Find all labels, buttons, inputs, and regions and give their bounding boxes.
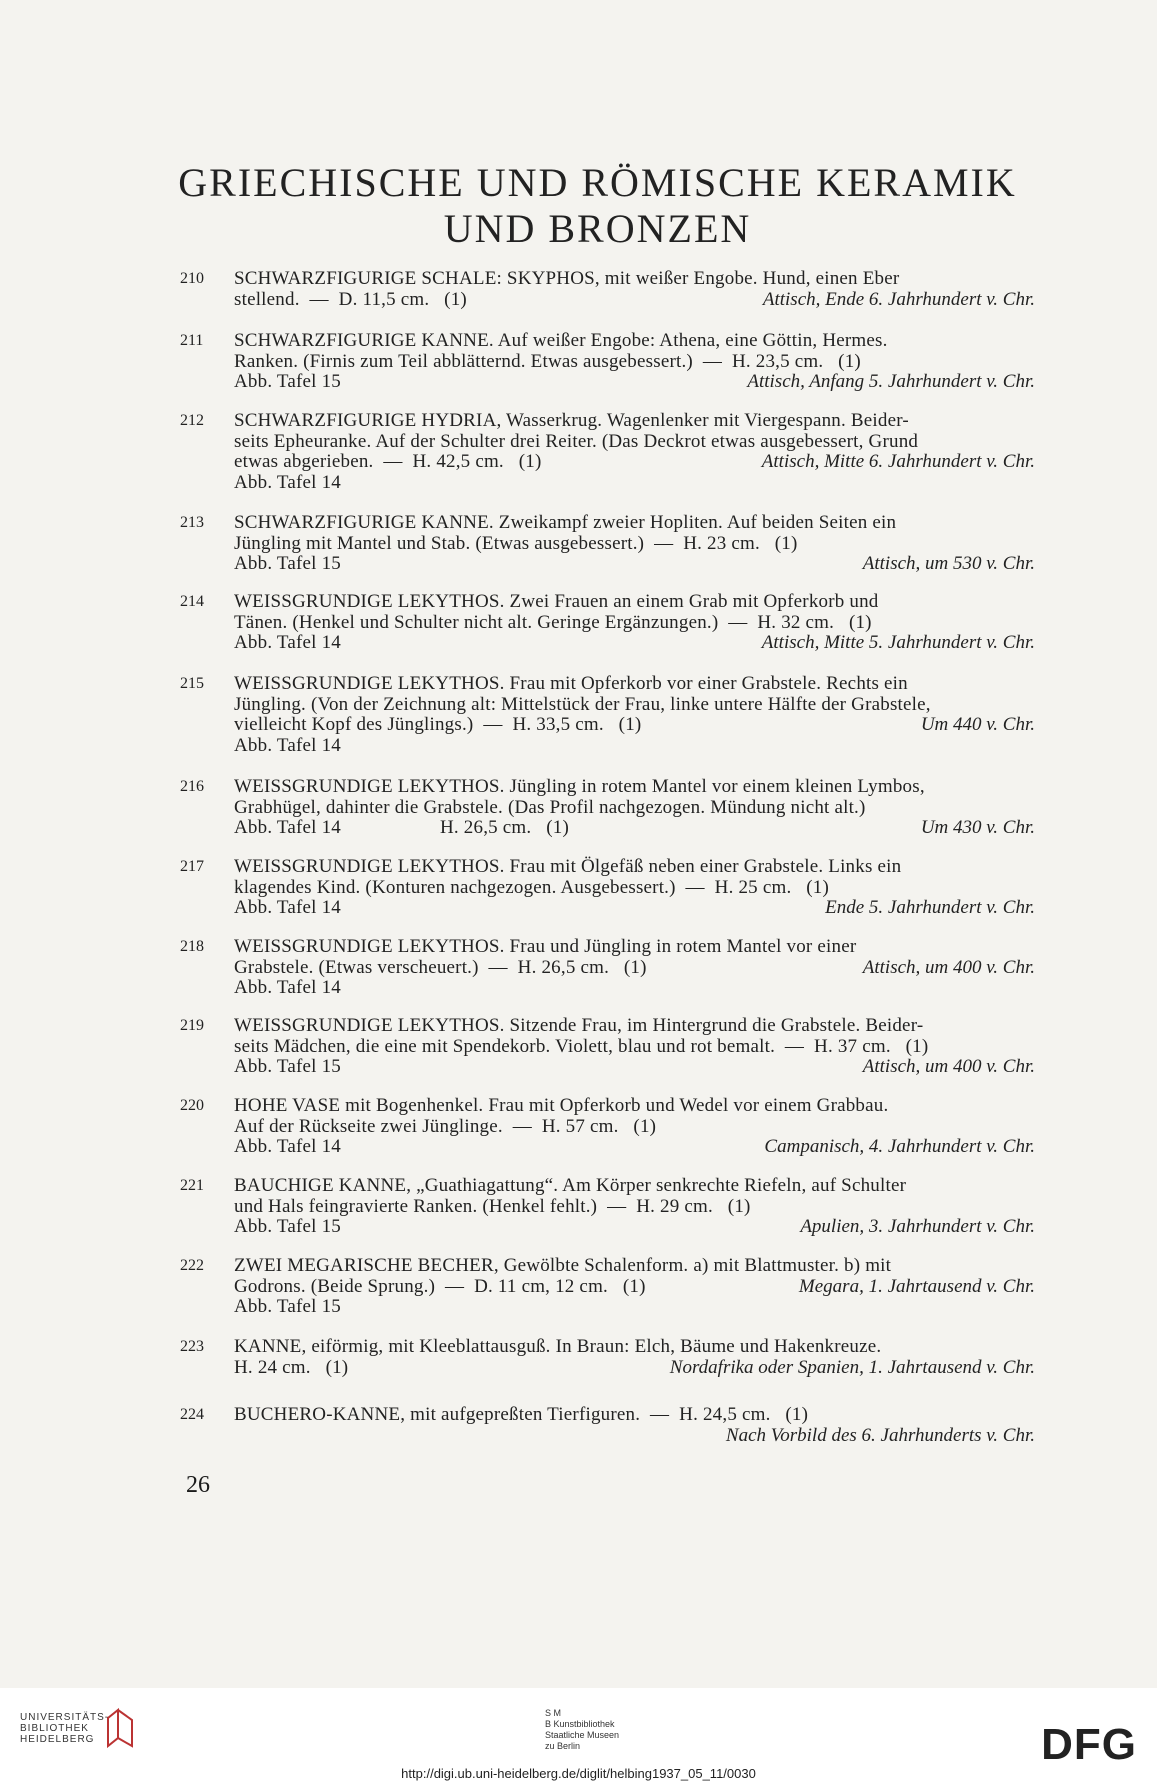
entry-text: Abb. Tafel 14 bbox=[234, 897, 341, 918]
entry-line bbox=[234, 592, 1035, 613]
entry-text: H. 24 cm. (1) bbox=[234, 1356, 349, 1378]
dfg-logo: DFG bbox=[1041, 1720, 1137, 1769]
entry-origin: Um 440 v. Chr. bbox=[920, 714, 1035, 735]
catalog-entry bbox=[180, 411, 1035, 493]
catalog-entry bbox=[180, 1016, 1035, 1078]
catalog-entry bbox=[180, 1337, 1035, 1378]
entry-line bbox=[234, 554, 1035, 575]
entry-text: vielleicht Kopf des Jünglings.) — H. 33,5 cm. (1) bbox=[234, 714, 642, 735]
entry-text: Abb. Tafel 15 bbox=[234, 1056, 341, 1077]
entry-line bbox=[234, 674, 1035, 695]
entry-line bbox=[234, 613, 1035, 634]
entry-text: BAUCHIGE KANNE, „Guathiagattung“. Am Körper senkrechte Riefeln, auf Schulter bbox=[234, 1175, 907, 1196]
entry-text: SCHWARZFIGURIGE HYDRIA, Wasserkrug. Wagenlenker mit Viergespann. Beider- bbox=[234, 410, 909, 431]
entry-body bbox=[234, 1016, 1035, 1078]
entry-number: 224 bbox=[180, 1406, 204, 1423]
catalog-entry bbox=[180, 513, 1035, 575]
entry-body bbox=[234, 1096, 1035, 1158]
entry-text: stellend. — D. 11,5 cm. (1) bbox=[234, 288, 467, 310]
entry-line bbox=[234, 513, 1035, 534]
entry-text: klagendes Kind. (Konturen nachgezogen. Ausgebessert.) — H. 25 cm. (1) bbox=[234, 876, 829, 898]
entry-body bbox=[234, 777, 1035, 839]
catalog-entry bbox=[180, 1176, 1035, 1238]
entry-text: Abb. Tafel 14 bbox=[234, 1136, 341, 1157]
entry-line bbox=[234, 1037, 1035, 1058]
entry-text: Ranken. (Firnis zum Teil abblätternd. Etwas ausgebessert.) — H. 23,5 cm. (1) bbox=[234, 350, 861, 372]
entry-body bbox=[234, 411, 1035, 493]
entry-line bbox=[234, 1117, 1035, 1138]
entry-line bbox=[234, 1297, 1035, 1318]
entry-text: BUCHERO-KANNE, mit aufgepreßten Tierfiguren. — H. 24,5 cm. (1) bbox=[234, 1404, 809, 1425]
entry-body bbox=[234, 1176, 1035, 1238]
entry-number: 212 bbox=[180, 412, 204, 429]
entry-number: 213 bbox=[180, 514, 204, 531]
entry-line bbox=[234, 978, 1035, 999]
catalog-entry bbox=[180, 674, 1035, 756]
entry-line bbox=[234, 1016, 1035, 1037]
entry-number: 218 bbox=[180, 938, 204, 955]
entry-text: Abb. Tafel 14 bbox=[234, 977, 341, 998]
entry-line bbox=[234, 878, 1035, 899]
library-logo-line-3: HEIDELBERG bbox=[20, 1734, 95, 1745]
entry-origin: Attisch, um 400 v. Chr. bbox=[862, 1056, 1035, 1077]
catalog-entry bbox=[180, 592, 1035, 654]
entry-line bbox=[234, 633, 1035, 654]
entry-body bbox=[234, 1405, 1035, 1446]
entry-body bbox=[234, 331, 1035, 393]
catalog-entry bbox=[180, 937, 1035, 999]
entry-origin: Attisch, Ende 6. Jahrhundert v. Chr. bbox=[762, 288, 1035, 310]
entry-body bbox=[234, 937, 1035, 999]
entry-text: Tänen. (Henkel und Schulter nicht alt. Geringe Ergänzungen.) — H. 32 cm. (1) bbox=[234, 611, 872, 633]
entry-line bbox=[234, 937, 1035, 958]
entry-text: Grabstele. (Etwas verscheuert.) — H. 26,5 cm. (1) bbox=[234, 956, 647, 978]
entry-text: Abb. Tafel 15 bbox=[234, 1216, 341, 1237]
entry-line bbox=[234, 695, 1035, 716]
entry-line bbox=[234, 1337, 1035, 1358]
entry-origin: Attisch, Mitte 6. Jahrhundert v. Chr. bbox=[761, 451, 1035, 472]
entry-number: 215 bbox=[180, 675, 204, 692]
entry-line bbox=[234, 1197, 1035, 1218]
source-url[interactable]: http://digi.ub.uni-heidelberg.de/diglit/helbing1937_05_11/0030 bbox=[401, 1766, 756, 1781]
entry-text: Abb. Tafel 15 bbox=[234, 1296, 341, 1317]
library-logo-line-1: UNIVERSITÄTS- bbox=[20, 1712, 110, 1723]
entry-body bbox=[234, 592, 1035, 654]
entry-number: 219 bbox=[180, 1017, 204, 1034]
entry-number: 222 bbox=[180, 1257, 204, 1274]
library-logo bbox=[20, 1712, 109, 1745]
entry-number: 214 bbox=[180, 593, 204, 610]
entry-line bbox=[234, 269, 1035, 290]
entry-body bbox=[234, 674, 1035, 756]
entry-line bbox=[234, 372, 1035, 393]
catalog-entry bbox=[180, 269, 1035, 310]
page-number: 26 bbox=[186, 1472, 210, 1498]
entry-line bbox=[234, 1277, 1035, 1298]
entry-line bbox=[234, 958, 1035, 979]
entry-line bbox=[234, 818, 1035, 839]
entry-number: 221 bbox=[180, 1177, 204, 1194]
entry-text: etwas abgerieben. — H. 42,5 cm. (1) bbox=[234, 451, 542, 472]
stamp-line-2: B Kunstbibliothek bbox=[545, 1719, 615, 1729]
entry-number: 216 bbox=[180, 778, 204, 795]
catalog-entry bbox=[180, 331, 1035, 393]
entry-text: Auf der Rückseite zwei Jünglinge. — H. 57 cm. (1) bbox=[234, 1115, 657, 1137]
entry-text: Abb. Tafel 14 bbox=[234, 632, 341, 653]
entry-text: SCHWARZFIGURIGE KANNE. Auf weißer Engobe: Athena, eine Göttin, Hermes. bbox=[234, 330, 888, 351]
entry-line bbox=[234, 715, 1035, 736]
entry-line bbox=[234, 1096, 1035, 1117]
entry-line bbox=[234, 534, 1035, 555]
entry-line bbox=[234, 1426, 1035, 1447]
entry-text: SCHWARZFIGURIGE KANNE. Zweikampf zweier Hopliten. Auf beiden Seiten ein bbox=[234, 512, 897, 533]
entry-text: Grabhügel, dahinter die Grabstele. (Das Profil nachgezogen. Mündung nicht alt.) bbox=[234, 796, 866, 818]
entry-origin: Megara, 1. Jahrtausend v. Chr. bbox=[798, 1275, 1035, 1297]
entry-origin: Attisch, Anfang 5. Jahrhundert v. Chr. bbox=[747, 371, 1035, 392]
entry-text: WEISSGRUNDIGE LEKYTHOS. Jüngling in rotem Mantel vor einem kleinen Lymbos, bbox=[234, 776, 925, 797]
entry-text: WEISSGRUNDIGE LEKYTHOS. Frau mit Ölgefäß neben einer Grabstele. Links ein bbox=[234, 856, 902, 877]
title-line-2: UND BRONZEN bbox=[443, 206, 752, 251]
entry-line bbox=[234, 898, 1035, 919]
entry-text: seits Epheuranke. Auf der Schulter drei Reiter. (Das Deckrot etwas ausgebessert, Grund bbox=[234, 430, 919, 452]
entry-number: 211 bbox=[180, 332, 204, 349]
entry-line bbox=[234, 352, 1035, 373]
entry-line bbox=[234, 411, 1035, 432]
catalog-entry bbox=[180, 857, 1035, 919]
entry-text: Godrons. (Beide Sprung.) — D. 11 cm, 12 cm. (1) bbox=[234, 1275, 646, 1297]
library-mark-icon bbox=[104, 1706, 138, 1750]
entry-line bbox=[234, 736, 1035, 757]
entry-body bbox=[234, 857, 1035, 919]
entry-origin: Um 430 v. Chr. bbox=[920, 817, 1035, 838]
catalog-entry bbox=[180, 1096, 1035, 1158]
entry-text: Abb. Tafel 15 bbox=[234, 553, 341, 574]
entry-line bbox=[234, 452, 1035, 473]
entry-line bbox=[234, 1176, 1035, 1197]
entry-text: WEISSGRUNDIGE LEKYTHOS. Zwei Frauen an einem Grab mit Opferkorb und bbox=[234, 591, 879, 612]
entry-line bbox=[234, 331, 1035, 352]
entry-line bbox=[234, 1256, 1035, 1277]
entry-body bbox=[234, 513, 1035, 575]
stamp-line-3: Staatliche Museen bbox=[545, 1730, 620, 1740]
entry-text: HOHE VASE mit Bogenhenkel. Frau mit Opferkorb und Wedel vor einem Grabbau. bbox=[234, 1095, 889, 1116]
stamp-line-4: zu Berlin bbox=[545, 1741, 581, 1751]
entry-text: WEISSGRUNDIGE LEKYTHOS. Frau mit Opferkorb vor einer Grabstele. Rechts ein bbox=[234, 673, 908, 694]
entry-text: seits Mädchen, die eine mit Spendekorb. Violett, blau und rot bemalt. — H. 37 cm. (1) bbox=[234, 1035, 929, 1057]
entry-number: 220 bbox=[180, 1097, 204, 1114]
entry-text: SCHWARZFIGURIGE SCHALE: SKYPHOS, mit weißer Engobe. Hund, einen Eber bbox=[234, 268, 900, 289]
entry-text: KANNE, eiförmig, mit Kleeblattausguß. In Braun: Elch, Bäume und Hakenkreuze. bbox=[234, 1336, 882, 1357]
entry-origin: Ende 5. Jahrhundert v. Chr. bbox=[825, 897, 1035, 918]
entry-origin: Attisch, um 400 v. Chr. bbox=[862, 956, 1035, 978]
entry-origin: Nach Vorbild des 6. Jahrhunderts v. Chr. bbox=[725, 1424, 1035, 1446]
entry-number: 210 bbox=[180, 270, 204, 287]
entry-body bbox=[234, 1256, 1035, 1318]
entry-line bbox=[234, 290, 1035, 311]
catalog-entry bbox=[180, 777, 1035, 839]
entry-line bbox=[234, 1405, 1035, 1426]
entry-text: WEISSGRUNDIGE LEKYTHOS. Sitzende Frau, im Hintergrund die Grabstele. Beider- bbox=[234, 1015, 924, 1036]
entry-line bbox=[234, 777, 1035, 798]
entry-line bbox=[234, 857, 1035, 878]
entry-line bbox=[234, 432, 1035, 453]
entry-origin: Campanisch, 4. Jahrhundert v. Chr. bbox=[764, 1136, 1035, 1157]
entry-number: 223 bbox=[180, 1338, 204, 1355]
catalog-entry bbox=[180, 1256, 1035, 1318]
entry-number: 217 bbox=[180, 858, 204, 875]
entry-line bbox=[234, 473, 1035, 494]
entry-line bbox=[234, 1358, 1035, 1379]
entry-body bbox=[234, 269, 1035, 310]
museum-stamp bbox=[545, 1708, 619, 1752]
page-title bbox=[150, 160, 1045, 252]
entry-text: Abb. Tafel 14 H. 26,5 cm. (1) bbox=[234, 817, 569, 838]
entry-origin: Attisch, Mitte 5. Jahrhundert v. Chr. bbox=[761, 632, 1035, 653]
entry-text: Abb. Tafel 14 bbox=[234, 734, 341, 756]
entry-origin: Nordafrika oder Spanien, 1. Jahrtausend v. Chr. bbox=[669, 1356, 1035, 1378]
entry-line bbox=[234, 1057, 1035, 1078]
catalog-entry bbox=[180, 1405, 1035, 1446]
entry-body bbox=[234, 1337, 1035, 1378]
entry-text: WEISSGRUNDIGE LEKYTHOS. Frau und Jüngling in rotem Mantel vor einer bbox=[234, 936, 857, 957]
library-logo-line-2: BIBLIOTHEK bbox=[20, 1723, 89, 1734]
entry-line bbox=[234, 798, 1035, 819]
entry-text: Abb. Tafel 15 bbox=[234, 371, 341, 392]
entry-text: und Hals feingravierte Ranken. (Henkel fehlt.) — H. 29 cm. (1) bbox=[234, 1195, 751, 1217]
entry-text: Jüngling. (Von der Zeichnung alt: Mittelstück der Frau, linke untere Hälfte der Grabstele, bbox=[234, 693, 931, 715]
entry-origin: Attisch, um 530 v. Chr. bbox=[862, 553, 1035, 574]
entry-line bbox=[234, 1137, 1035, 1158]
entry-text: ZWEI MEGARISCHE BECHER, Gewölbte Schalenform. a) mit Blattmuster. b) mit bbox=[234, 1255, 892, 1276]
entry-text: Jüngling mit Mantel und Stab. (Etwas ausgebessert.) — H. 23 cm. (1) bbox=[234, 532, 798, 554]
footer-bar bbox=[0, 1688, 1157, 1784]
title-line-1: GRIECHISCHE UND RÖMISCHE KERAMIK bbox=[178, 160, 1017, 205]
entry-origin: Apulien, 3. Jahrhundert v. Chr. bbox=[800, 1216, 1035, 1237]
stamp-line-1: S M bbox=[545, 1708, 562, 1718]
entry-text: Abb. Tafel 14 bbox=[234, 471, 341, 493]
entry-line bbox=[234, 1217, 1035, 1238]
